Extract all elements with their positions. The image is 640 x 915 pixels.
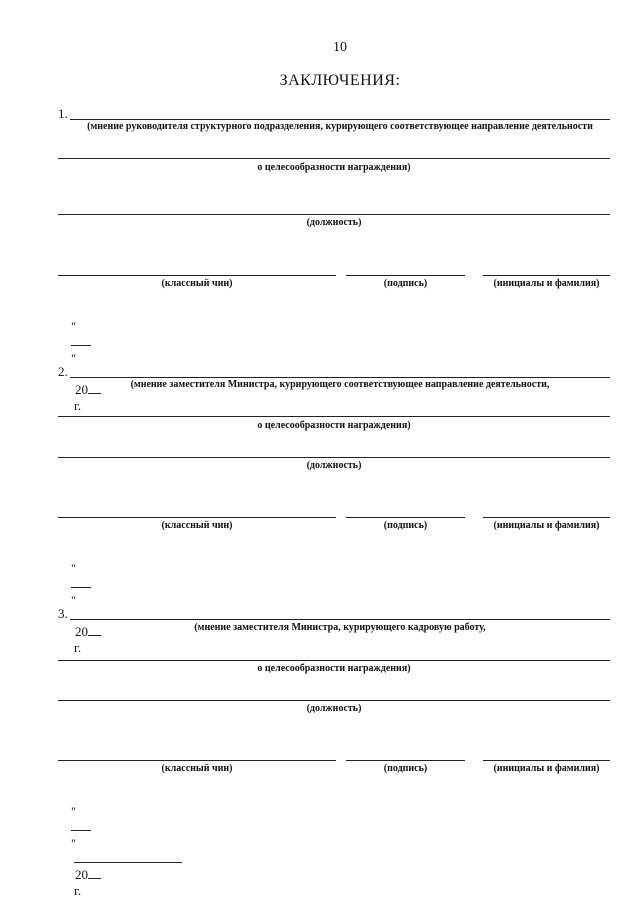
date-day-blank[interactable] [71, 577, 91, 588]
position-caption: (должность) [306, 703, 362, 714]
expediency-caption: о целесообразности награждения) [257, 420, 411, 431]
date-suffix: г. [74, 883, 82, 898]
position-input-line[interactable] [58, 214, 610, 215]
signature-input-line[interactable] [346, 275, 465, 276]
class-rank-caption: (классный чин) [161, 278, 233, 289]
opinion-continuation-line[interactable] [58, 660, 610, 661]
position-caption: (должность) [306, 460, 362, 471]
opinion-continuation-line[interactable] [58, 158, 610, 159]
opinion-input-line[interactable] [70, 619, 610, 620]
class-rank-caption: (классный чин) [161, 763, 233, 774]
date-year-prefix: 20 [75, 382, 88, 397]
date-month-blank[interactable] [74, 852, 182, 863]
position-caption: (должность) [306, 217, 362, 228]
date-quote-open: " [71, 804, 76, 818]
opinion-caption: (мнение заместителя Министра, курирующего кадровую работу, [194, 622, 486, 633]
name-input-line[interactable] [483, 760, 610, 761]
opinion-input-line[interactable] [70, 119, 610, 120]
date-day-blank[interactable] [71, 820, 91, 831]
position-input-line[interactable] [58, 457, 610, 458]
date-day-blank[interactable] [71, 335, 91, 346]
opinion-input-line[interactable] [70, 377, 610, 378]
date-suffix: г. [74, 640, 82, 655]
section-number: 1. [58, 106, 68, 121]
date-quote-open: " [71, 319, 76, 333]
section-number: 3. [58, 606, 68, 621]
date-quote-close: " [71, 593, 76, 607]
class-rank-caption: (классный чин) [161, 520, 233, 531]
class-rank-input-line[interactable] [58, 760, 336, 761]
class-rank-input-line[interactable] [58, 517, 336, 518]
name-caption: (инициалы и фамилия) [493, 278, 600, 289]
page-title: ЗАКЛЮЧЕНИЯ: [279, 72, 401, 89]
date-quote-close: " [71, 836, 76, 850]
section-number: 2. [58, 364, 68, 379]
signature-caption: (подпись) [383, 278, 428, 289]
name-caption: (инициалы и фамилия) [493, 763, 600, 774]
expediency-caption: о целесообразности награждения) [257, 663, 411, 674]
signature-input-line[interactable] [346, 517, 465, 518]
date-year-prefix: 20 [75, 867, 88, 882]
opinion-continuation-line[interactable] [58, 416, 610, 417]
position-input-line[interactable] [58, 700, 610, 701]
name-input-line[interactable] [483, 517, 610, 518]
signature-input-line[interactable] [346, 760, 465, 761]
date-suffix: г. [74, 398, 82, 413]
signature-caption: (подпись) [383, 763, 428, 774]
expediency-caption: о целесообразности награждения) [257, 162, 411, 173]
date-quote-close: " [71, 351, 76, 365]
opinion-caption: (мнение заместителя Министра, курирующего соответствующее направление деятельности, [130, 379, 550, 390]
class-rank-input-line[interactable] [58, 275, 336, 276]
date-year-blank[interactable] [88, 868, 101, 879]
name-input-line[interactable] [483, 275, 610, 276]
date-line [58, 302, 182, 430]
page-number: 10 [333, 40, 347, 55]
date-line [58, 544, 182, 672]
date-line [58, 787, 182, 915]
name-caption: (инициалы и фамилия) [493, 520, 600, 531]
date-year-prefix: 20 [75, 624, 88, 639]
opinion-caption: (мнение руководителя структурного подразделения, курирующего соответствующее направление деятельности [87, 121, 593, 132]
signature-caption: (подпись) [383, 520, 428, 531]
date-quote-open: " [71, 561, 76, 575]
